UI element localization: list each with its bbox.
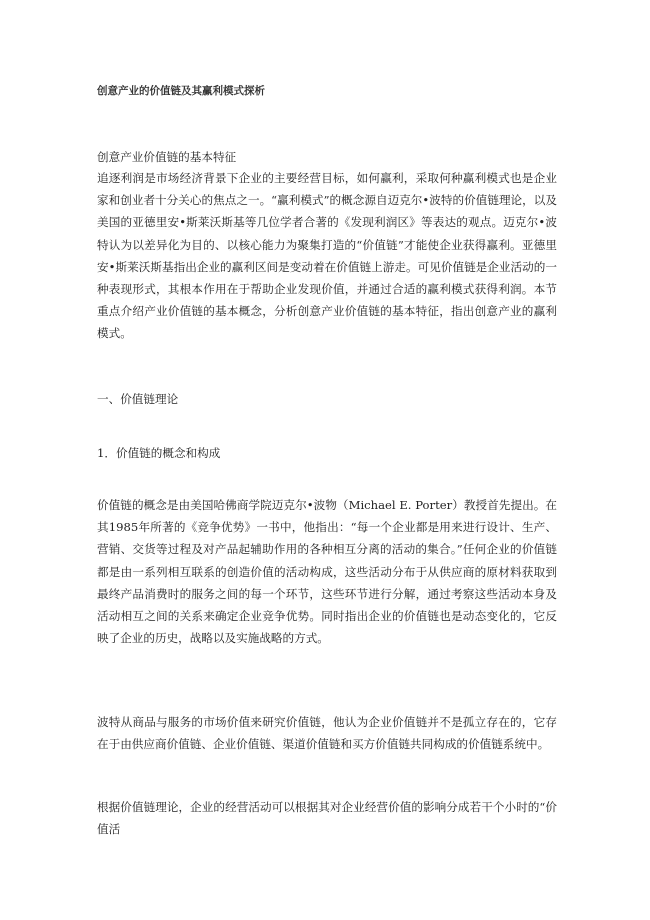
heading-value-chain-concept: 1．价值链的概念和构成 xyxy=(97,446,221,460)
intro-paragraph: 追逐利润是市场经济背景下企业的主要经营目标，如何赢利，采取何种赢利模式也是企业家和创业者十分关心的焦点之一。“赢利模式”的概念源自迈克尔•波特的价值链理论，以及美国的亚德里安•斯莱沃斯基等几位学者合著的《发现利润区》等表达的观点。迈克尔•波特认为以差异化为目的、以核心能力为聚集打造的“价值链”才能使企业获得赢利。亚德里安•斯莱沃斯基指出企业的赢利区间是变动着在价值链上游走。可见价值链是企业活动的一种表现形式，其根本作用在于帮助企业发现价值，并通过合适的赢利模式获得利润。本节重点介绍产业价值链的基本概念，分析创意产业价值链的基本特征，指出创意产业的赢利模式。 xyxy=(97,171,557,341)
theory-paragraph: 根据价值链理论，企业的经营活动可以根据其对企业经营价值的影响分成若干个小时的“价值活 xyxy=(97,800,557,837)
concept-paragraph: 价值链的概念是由美国哈佛商学院迈克尔•波物（Michael E. Porter）教授首先提出。在其1985年所著的《竞争优势》一书中，他指出：“每一个企业都是用来进行设计、生产、营销、交货等过程及对产品起辅助作用的各种相互分离的活动的集合。”任何企业的价值链都是由一系列相互联系的创造价值的活动构成，这些活动分布于从供应商的原材料获取到最终产品消费时的服务之间的每一个环节，这些环节进行分解，通过考察这些活动本身及活动相互之间的关系来确定企业竞争优势。同时指出企业的价值链也是动态变化的，它反映了企业的历史，战略以及实施战略的方式。 xyxy=(97,498,557,646)
heading-value-chain-theory: 一、价值链理论 xyxy=(97,392,179,406)
section-heading: 创意产业价值链的基本特征 xyxy=(97,150,237,164)
porter-paragraph: 波特从商品与服务的市场价值来研究价值链，他认为企业价值链并不是孤立存在的，它存在于由供应商价值链、企业价值链、渠道价值链和买方价值链共同构成的价值链系统中。 xyxy=(97,715,557,752)
document-title: 创意产业的价值链及其赢利模式探析 xyxy=(97,85,265,97)
